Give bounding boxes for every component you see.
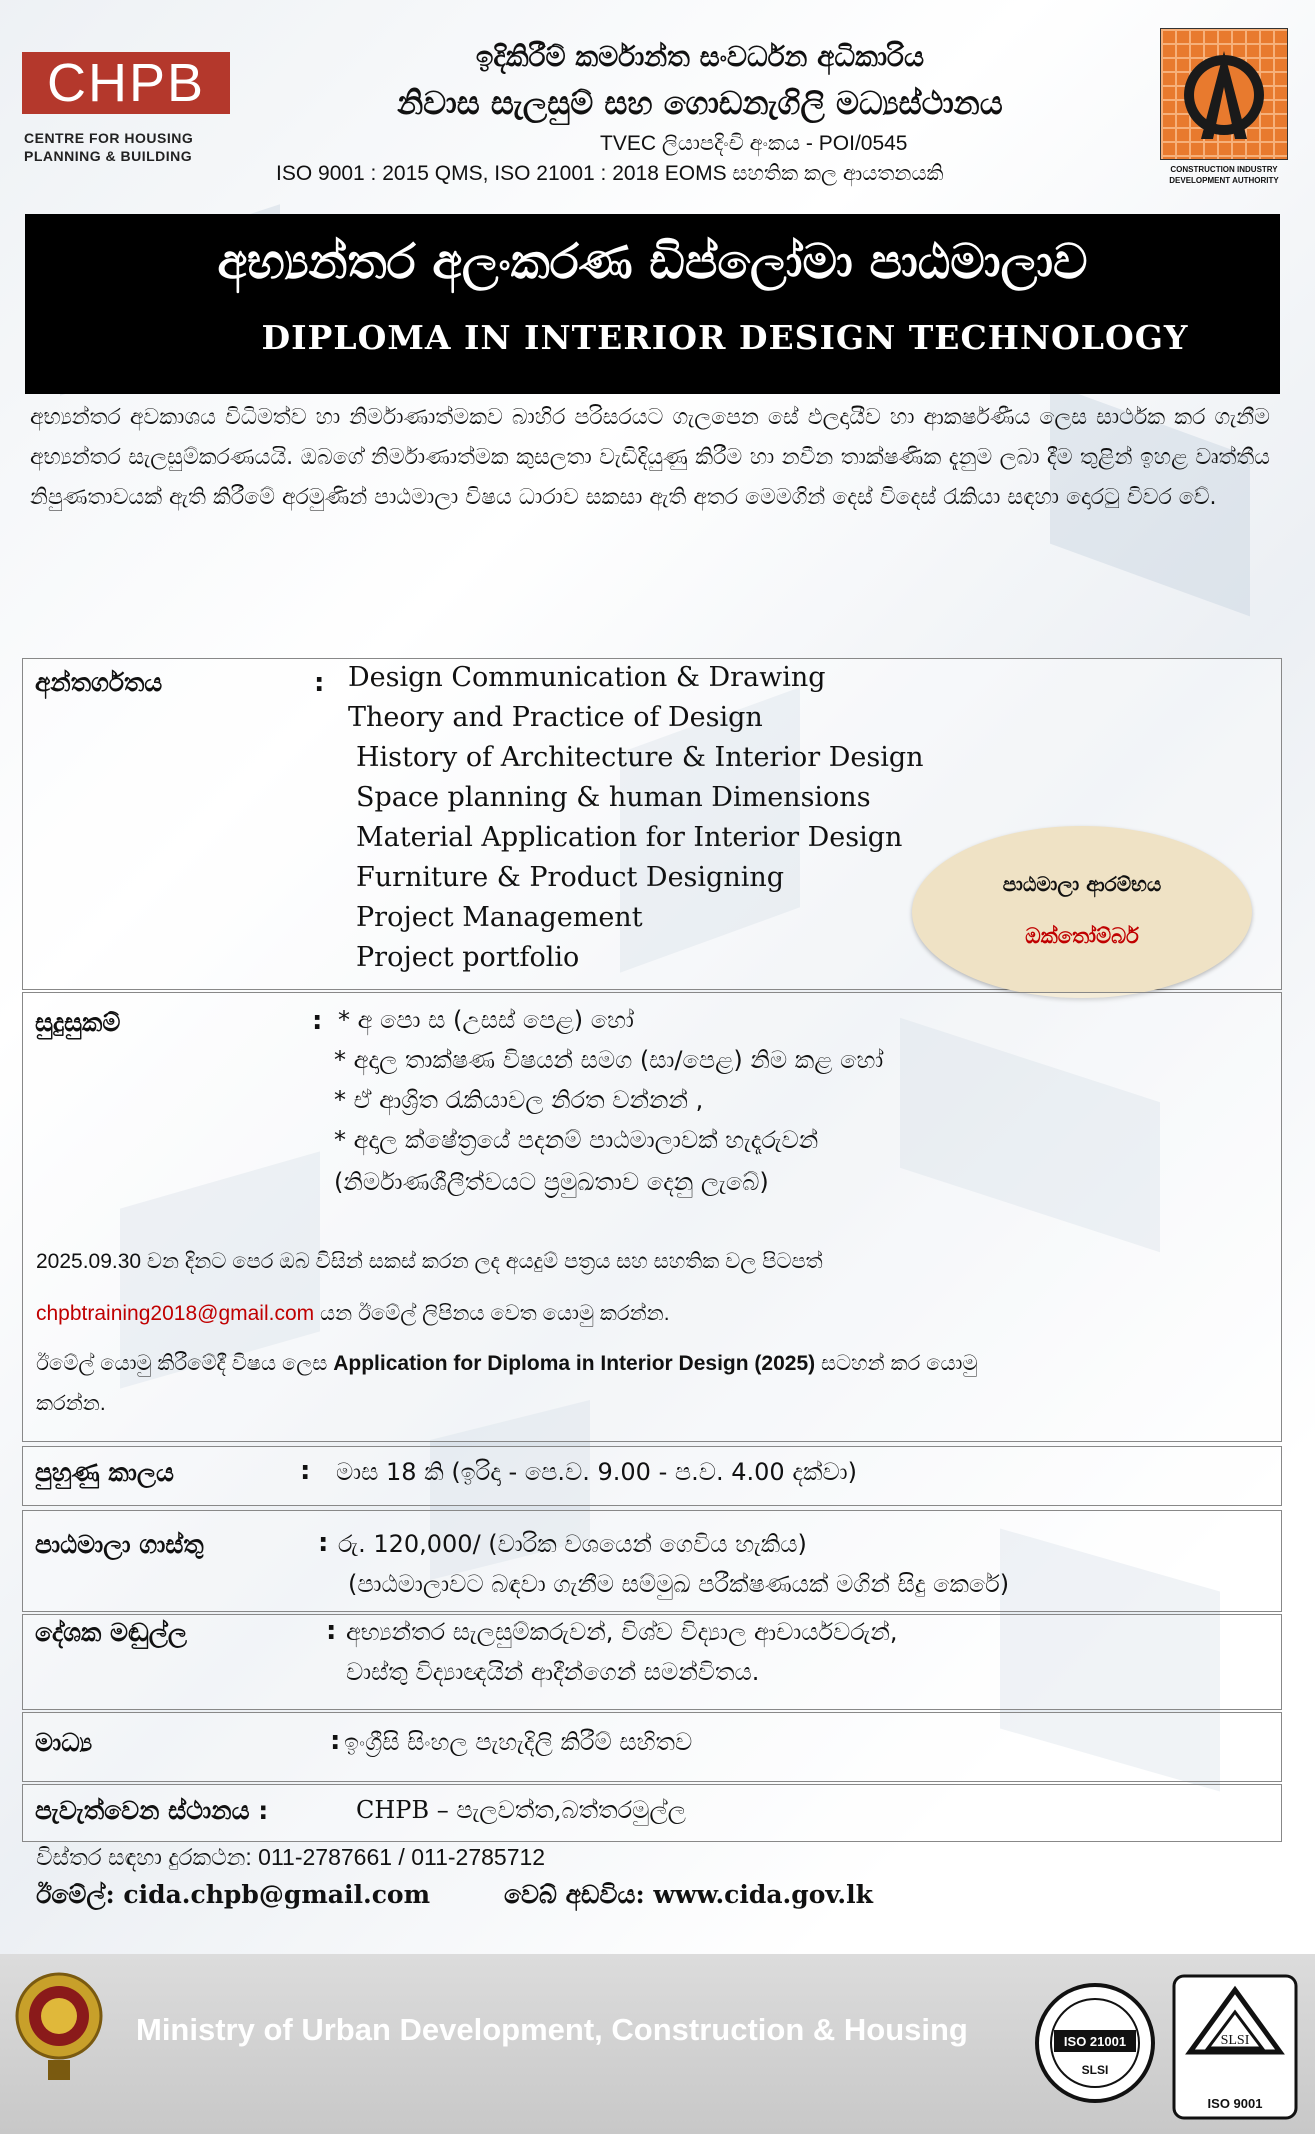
lecturers-value: අභ්‍යන්තර සැලසුම්කරුවන්, විශ්ව විද්‍යාල ආචාර්යවරුන්, — [346, 1618, 898, 1646]
eligibility-colon: : — [312, 1006, 323, 1036]
duration-colon: : — [300, 1456, 311, 1486]
tvec-registration: TVEC ලියාපදිංචි අංකය - POI/0545 — [600, 132, 908, 155]
centre-name: නිවාස සැලසුම් සහ ගොඩනැගිලි මධ්‍යස්ථානය — [397, 84, 1003, 122]
contact-email-label: ඊමේල්: — [36, 1880, 115, 1909]
sri-lanka-emblem-icon — [14, 1956, 104, 2086]
slsi-logo-text: SLSI — [1220, 2033, 1250, 2048]
slsi-logo-sub: ISO 9001 — [1207, 2096, 1263, 2111]
medium-label: මාධ්‍ය — [35, 1728, 93, 1757]
slsi-iso-9001-logo — [1170, 1972, 1300, 2122]
slsi-certified-icon — [1170, 1972, 1300, 2122]
application-subject-suffix: සටහන් කර යොමු — [815, 1352, 978, 1375]
application-email-link[interactable]: chpbtraining2018@gmail.com — [36, 1302, 315, 1325]
chpb-logo-subtitle: PLANNING & BUILDING — [24, 148, 193, 164]
content-item: Design Communication & Drawing — [348, 662, 826, 693]
contact-phone-numbers[interactable]: 011-2787661 / 011-2785712 — [258, 1844, 546, 1870]
iso-logo-sub: SLSI — [1081, 2063, 1109, 2077]
chpb-logo-mark: CHPB — [22, 52, 230, 114]
iso-21001-seal-icon — [1032, 1968, 1158, 2118]
course-start-month: ඔක්තෝම්බර් — [1025, 924, 1139, 948]
title-banner — [25, 214, 1280, 394]
contact-email-link[interactable]: cida.chpb@gmail.com — [123, 1880, 431, 1909]
chpb-logo — [22, 52, 232, 172]
venue-value: CHPB – පැලවත්ත,බත්තරමුල්ල — [356, 1796, 686, 1824]
ministry-name: Ministry of Urban Development, Construction & Housing — [136, 2012, 968, 2047]
content-item: Theory and Practice of Design — [348, 702, 763, 733]
title-english: DIPLOMA IN INTERIOR DESIGN TECHNOLOGY — [261, 318, 1189, 357]
medium-colon: : — [330, 1726, 341, 1756]
contact-email-line — [36, 1880, 430, 1910]
fee-value: රු. 120,000/ (වාරික වශයෙන් ගෙවිය හැකිය) — [338, 1530, 807, 1558]
content-label: අන්තර්ගතය — [35, 668, 163, 697]
eligibility-item: * අදාල තාක්ෂණ විෂයන් සමග (සා/පෙළ) නිම කළ හෝ — [334, 1046, 884, 1074]
duration-value: මාස 18 කි (ඉරිදා - පෙ.ව. 9.00 - ප.ව. 4.00 දක්වා) — [336, 1458, 857, 1486]
content-colon: : — [314, 668, 325, 698]
application-deadline: 2025.09.30 වන දිනට පෙර ඔබ විසින් සකස් කරන ලද අයදුම් පත්‍රය සහ සහතික වල පිටපත් — [36, 1250, 823, 1273]
eligibility-label: සුදුසුකම් — [35, 1008, 121, 1037]
cida-logo — [1160, 28, 1288, 200]
course-start-label: පාඨමාලා ආරම්භය — [1002, 872, 1162, 896]
application-subject-line — [36, 1352, 978, 1376]
content-item: History of Architecture & Interior Design — [356, 742, 924, 773]
fee-note: (පාඨමාලාවට බඳවා ගැනීම සම්මුඛ පරීක්ෂණයක් මගින් සිදු කෙරේ) — [348, 1570, 1010, 1598]
duration-label: පුහුණු කාලය — [35, 1458, 174, 1487]
contact-phone-label: විස්තර සඳහා දුරකථන: — [36, 1844, 252, 1870]
application-email-line — [36, 1302, 670, 1326]
fee-colon: : — [318, 1528, 329, 1558]
application-email-suffix: යන ඊමේල් ලිපිනය වෙත යොමු කරන්න. — [314, 1302, 670, 1325]
eligibility-item: * ඒ ආශ්‍රිත රැකියාවල නිරත වන්නන් , — [334, 1086, 704, 1114]
iso-certification: ISO 9001 : 2015 QMS, ISO 21001 : 2018 EOMS සහතික කල ආයතනයකි — [276, 162, 944, 185]
contact-web-link[interactable]: www.cida.gov.lk — [653, 1880, 873, 1909]
iso-21001-logo — [1032, 1968, 1158, 2118]
cida-logo-mark — [1160, 28, 1288, 160]
application-subject: Application for Diploma in Interior Design (2025) — [333, 1352, 816, 1375]
cida-logo-text: CONSTRUCTION INDUSTRY DEVELOPMENT AUTHORITY — [1169, 165, 1279, 185]
eligibility-item: * අ පො ස (උසස් පෙළ) හෝ — [338, 1006, 634, 1034]
course-start-badge — [912, 826, 1252, 998]
contact-web-line — [504, 1880, 873, 1910]
application-subject-prefix: ඊමේල් යොමු කිරීමේදී විෂය ලෙස — [36, 1352, 334, 1375]
content-item: Material Application for Interior Design — [356, 822, 903, 853]
title-sinhala: අභ්‍යන්තර අලංකරණ ඩිප්ලෝමා පාඨමාලාව — [217, 234, 1088, 290]
chpb-logo-subtitle: CENTRE FOR HOUSING — [24, 130, 194, 146]
intro-paragraph: අභ්‍යන්තර අවකාශය විධිමත්ව හා නිර්මාණාත්මකව බාහිර පරිසරයට ගැලපෙන සේ ඵලදායීව හා ආකර්ෂණීය ලෙස සාර්ථක කර ගැනීම අභ්‍යන්තර සැලසුම්කරණයයි. ඔබගේ නිර්මාණාත්මක කුසලතා වැඩිදියුණු කිරීම හා නවීන තාක්ෂණික දැනුම ලබා දීම තුළින් ඉහළ වෘත්තීය නිපුණතාවයක් ඇති කිරීමේ අරමුණින් පාඨමාලා විෂය ධාරාව සකසා ඇති අතර මෙමගින් දෙස් විදෙස් රැකියා සඳහා දොරටු විවර වේ. — [30, 405, 1270, 510]
eligibility-note: (නිර්මාණශීලීත්වයට ප්‍රමුඛතාව දෙනු ලැබේ) — [334, 1168, 769, 1196]
contact-phone-line — [36, 1844, 545, 1871]
authority-name: ඉදිකිරීම් කර්මාන්ත සංවර්ධන අධිකාරිය — [475, 40, 925, 73]
cida-emblem-icon — [1161, 29, 1287, 159]
eligibility-item: * අදාල ක්ෂේත්‍රයේ පදනම් පාඨමාලාවක් හැදෑරුවන් — [334, 1126, 819, 1154]
application-subject-end: කරන්න. — [36, 1392, 106, 1415]
lecturers-value-cont: වාස්තු විද්‍යාඥයින් ආදීන්ගෙන් සමන්විතය. — [346, 1658, 760, 1686]
content-item: Project portfolio — [356, 942, 580, 973]
fee-label: පාඨමාලා ගාස්තු — [35, 1530, 204, 1559]
medium-value: ඉංග්‍රීසි සිංහල පැහැදිලි කිරීම් සහිතව — [344, 1728, 693, 1756]
iso-logo-text: ISO 21001 — [1063, 2034, 1127, 2049]
lecturers-label: දේශක මඬුල්ල — [35, 1618, 187, 1647]
content-item: Project Management — [356, 902, 643, 933]
contact-web-label: වෙබ් අඩවිය: — [504, 1880, 645, 1909]
content-item: Space planning & human Dimensions — [356, 782, 871, 813]
lecturers-colon: : — [326, 1616, 337, 1646]
venue-label: පැවැත්වෙන ස්ථානය : — [35, 1796, 269, 1825]
content-item: Furniture & Product Designing — [356, 862, 785, 893]
